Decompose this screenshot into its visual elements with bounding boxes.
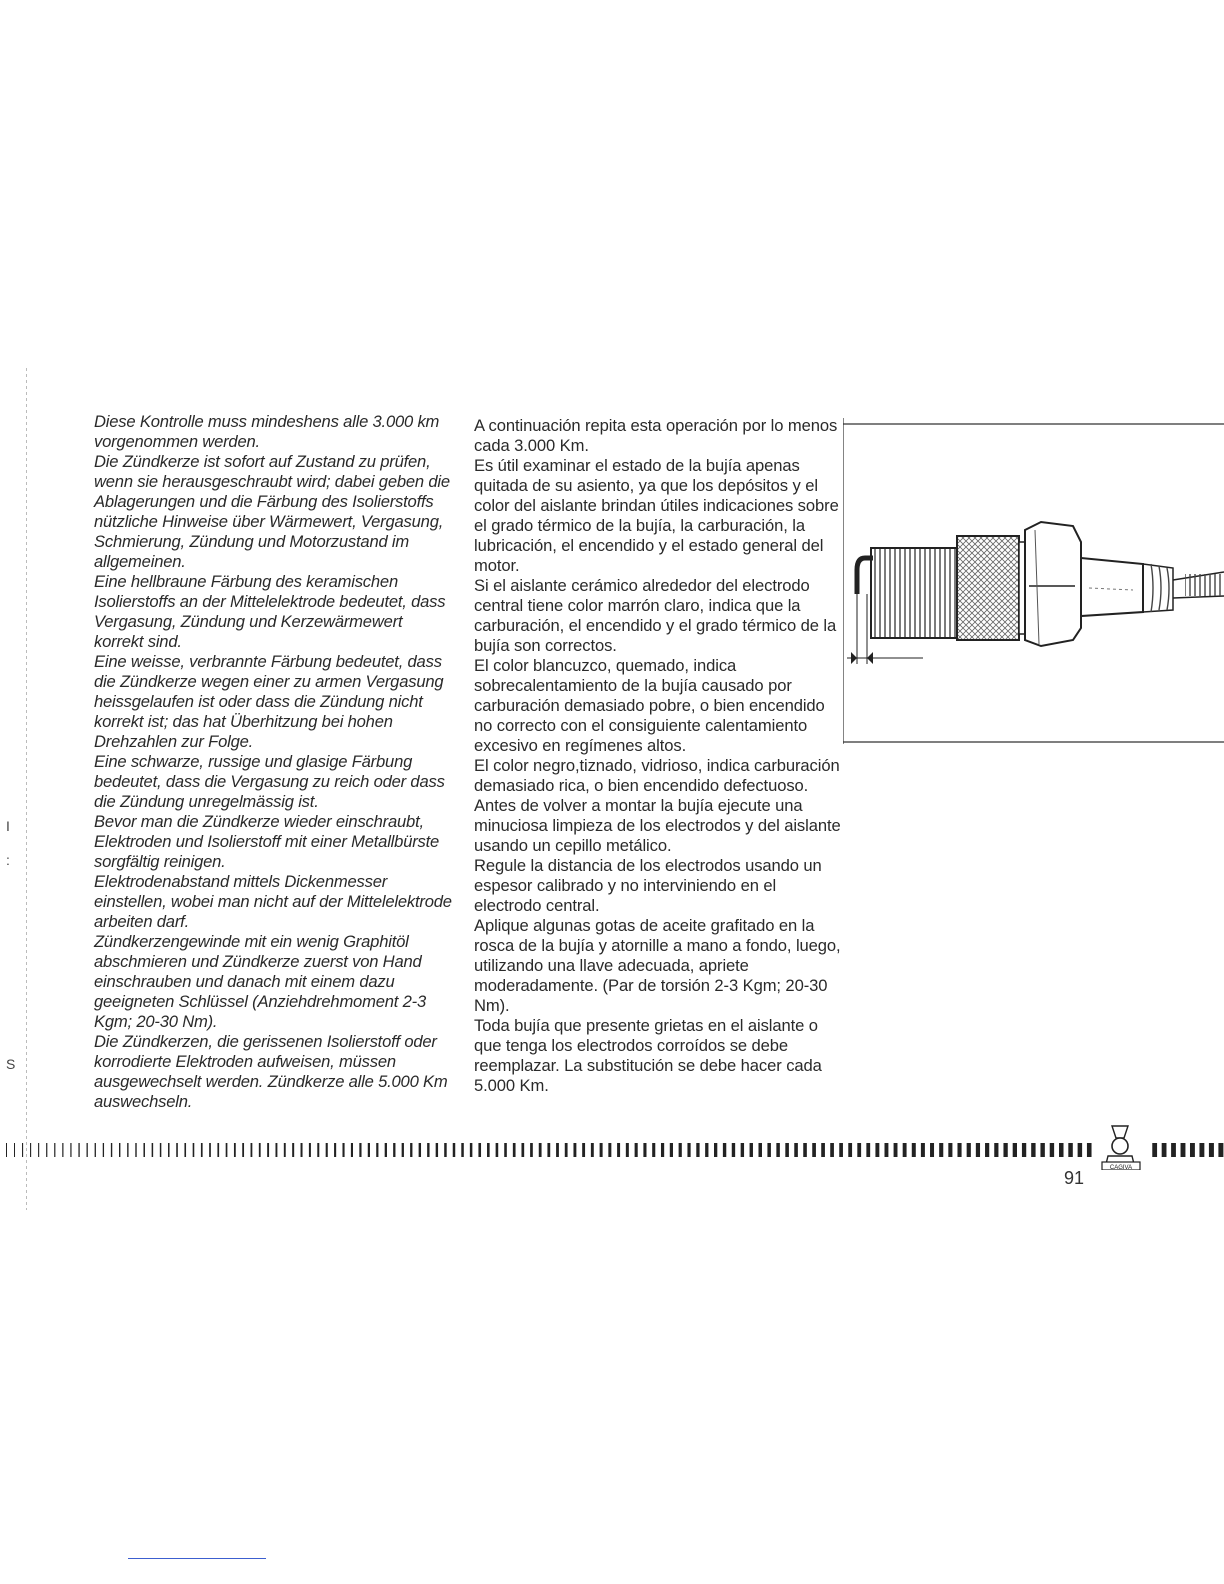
tick-mark (894, 1143, 898, 1157)
tick-mark (741, 1143, 744, 1157)
tick-mark (317, 1143, 319, 1157)
german-paragraph: Zündkerzengewinde mit ein wenig Graphitöl abschmieren und Zündkerze zuerst von Hand einschrauben und danach mit einem dazu geeigneten Schlüssel (Anziehdrehmoment 2-3 Kgm; 20-30 Nm). (94, 932, 426, 1031)
tick-mark (504, 1143, 507, 1157)
tick-mark (1031, 1143, 1035, 1157)
tick-mark (376, 1143, 378, 1157)
tick-mark (342, 1143, 344, 1157)
margin-mark-2: : (6, 852, 10, 868)
tick-mark (22, 1143, 23, 1157)
tick-mark (705, 1143, 708, 1157)
tick-mark (1050, 1143, 1054, 1157)
tick-mark (242, 1143, 244, 1157)
tick-mark (226, 1143, 228, 1157)
blue-underline (128, 1558, 266, 1559)
tick-mark (617, 1143, 620, 1157)
tick-mark (626, 1143, 629, 1157)
tick-mark (127, 1143, 128, 1157)
tick-mark (234, 1143, 236, 1157)
tick-mark (1199, 1143, 1204, 1157)
tick-mark (521, 1143, 524, 1157)
tick-mark (591, 1143, 594, 1157)
page-number: 91 (1064, 1168, 1085, 1188)
tick-mark (985, 1143, 989, 1157)
tick-mark (385, 1143, 387, 1157)
margin-mark-1: I (6, 818, 10, 834)
tick-mark (402, 1143, 404, 1157)
tick-mark (1181, 1143, 1186, 1157)
tick-mark (903, 1143, 907, 1157)
tick-mark (470, 1143, 473, 1157)
tick-mark (848, 1143, 852, 1157)
tick-mark (103, 1143, 104, 1157)
tick-mark (135, 1143, 136, 1157)
tick-mark (368, 1143, 370, 1157)
tick-mark (732, 1143, 735, 1157)
tick-mark (767, 1143, 771, 1157)
tick-mark (750, 1143, 753, 1157)
tick-mark (410, 1143, 412, 1157)
tick-mark (670, 1143, 673, 1157)
tick-mark (217, 1143, 219, 1157)
tick-mark (95, 1143, 96, 1157)
tick-mark (1068, 1143, 1073, 1157)
tick-mark (478, 1143, 481, 1157)
german-paragraph: Eine weisse, verbrannte Färbung bedeutet, dass die Zündkerze wegen einer zu armen Vergasung heissgelaufen ist oder dass die Zündung nicht korrekt ist; das hat Überhitzung bei hohen Drehzahlen zur Folge. (94, 652, 444, 751)
tick-mark (866, 1143, 870, 1157)
tick-mark (1171, 1143, 1176, 1157)
tick-mark (939, 1143, 943, 1157)
spanish-paragraph: Si el aislante cerámico alrededor del electrodo central tiene color marrón claro, indica que la carburación, el encendido y el grado térmico de la bujía son correctos. (474, 576, 837, 655)
tick-mark (209, 1143, 211, 1157)
tick-mark (70, 1143, 71, 1157)
tick-mark (696, 1143, 699, 1157)
spanish-paragraph: Toda bujía que presente grietas en el aislante o que tenga los electrodos corroídos se debe reemplazar. La substitución se debe hacer cada 5.000 Km. (474, 1016, 822, 1095)
german-text-column (94, 412, 456, 1112)
tick-mark (38, 1143, 39, 1157)
tick-mark (119, 1143, 120, 1157)
tick-mark (921, 1143, 925, 1157)
tick-mark (794, 1143, 798, 1157)
tick-mark (46, 1143, 47, 1157)
tick-mark (994, 1143, 998, 1157)
tick-mark (652, 1143, 655, 1157)
tick-mark (1022, 1143, 1026, 1157)
tick-mark (275, 1143, 277, 1157)
tick-mark (758, 1143, 762, 1157)
spark-plug-illustration (843, 418, 1224, 744)
tick-mark (556, 1143, 559, 1157)
tick-mark (687, 1143, 690, 1157)
spanish-text-column (474, 416, 842, 1096)
tick-mark (444, 1143, 447, 1157)
tick-mark (152, 1143, 154, 1157)
tick-mark (487, 1143, 490, 1157)
tick-mark (251, 1143, 253, 1157)
tick-mark (284, 1143, 286, 1157)
tick-mark (930, 1143, 934, 1157)
tick-mark (582, 1143, 585, 1157)
tick-mark (1152, 1143, 1157, 1157)
spanish-paragraph: A continuación repita esta operación por lo menos cada 3.000 Km. (474, 416, 838, 455)
tick-mark (967, 1143, 971, 1157)
spanish-paragraph: Es útil examinar el estado de la bujía apenas quitada de su asiento, ya que los depósitos y el color del aislante brindan útiles indicaciones sobre el grado térmico de la bujía, la carburación, la lubricación, el encendido y el estado general del motor. (474, 456, 839, 575)
spanish-paragraph: Aplique algunas gotas de aceite grafitado en la rosca de la bujía y atornille a mano a fondo, luego, utilizando una llave adecuada, apriete moderadamente. (Par de torsión 2-3 Kgm; 20-30 Nm). (474, 916, 841, 1015)
tick-mark (6, 1143, 7, 1157)
tick-mark (679, 1143, 682, 1157)
tick-mark (857, 1143, 861, 1157)
tick-mark (87, 1143, 88, 1157)
cagiva-mascot-logo (1094, 1122, 1146, 1170)
tick-mark (30, 1143, 31, 1157)
tick-mark (600, 1143, 603, 1157)
tick-mark (461, 1143, 464, 1157)
tick-mark (193, 1143, 195, 1157)
tick-mark (14, 1143, 15, 1157)
spark-plug-figure (843, 418, 1224, 744)
tick-mark (1013, 1143, 1017, 1157)
tick-mark (176, 1143, 178, 1157)
tick-mark (351, 1143, 353, 1157)
logo-text: CAGIVA (1109, 1165, 1133, 1170)
tick-mark (259, 1143, 261, 1157)
tick-mark (168, 1143, 170, 1157)
tick-mark (301, 1143, 303, 1157)
tick-mark (839, 1143, 843, 1157)
tick-mark (530, 1143, 533, 1157)
margin-mark-3: S (6, 1056, 16, 1072)
german-paragraph: Eine hellbraune Färbung des keramischen Isolierstoffs an der Mittelelektrode bedeutet, dass Vergasung, Zündung und Kerzewärmewert korrekt sind. (94, 572, 446, 651)
spanish-paragraph: El color blancuzco, quemado, indica sobrecalentamiento de la bujía causado por carburación demasiado pobre, o bien encendido no correcto con el consiguiente calentamiento excesivo en regímenes altos. (474, 656, 825, 755)
tick-mark (427, 1143, 429, 1157)
tick-mark (884, 1143, 888, 1157)
tick-mark (1218, 1143, 1223, 1157)
tick-mark (496, 1143, 499, 1157)
tick-mark (1003, 1143, 1007, 1157)
tick-mark (547, 1143, 550, 1157)
tick-mark (1162, 1143, 1167, 1157)
tick-mark (1040, 1143, 1044, 1157)
tick-mark (785, 1143, 789, 1157)
tick-mark (1087, 1143, 1092, 1157)
tick-mark (643, 1143, 646, 1157)
tick-mark (201, 1143, 203, 1157)
tick-mark (309, 1143, 311, 1157)
tick-mark (948, 1143, 952, 1157)
tick-ruler-bar (0, 1138, 1224, 1162)
german-paragraph: Die Zündkerzen, die gerissenen Isolierstoff oder korrodierte Elektroden aufweisen, müssen ausgewechselt werden. Zündkerze alle 5.000 Km auswechseln. (94, 1032, 448, 1111)
spanish-paragraph: Regule la distancia de los electrodos usando un espesor calibrado y no interviniendo en el electrodo central. (474, 856, 822, 915)
tick-mark (976, 1143, 980, 1157)
german-paragraph: Die Zündkerze ist sofort auf Zustand zu prüfen, wenn sie herausgeschraubt wird; dabei geben die Ablagerungen und die Färbung des Isolierstoffs nützliche Hinweise über Wärmewert, Vergasung, Schmierung, Zündung und Motorzustand im allgemeinen. (94, 452, 450, 571)
tick-mark (453, 1143, 456, 1157)
binding-margin-line (26, 368, 27, 1210)
tick-mark (267, 1143, 269, 1157)
tick-mark (1059, 1143, 1064, 1157)
tick-mark (1190, 1143, 1195, 1157)
tick-mark (912, 1143, 916, 1157)
tick-mark (635, 1143, 638, 1157)
tick-mark (334, 1143, 336, 1157)
tick-mark (1209, 1143, 1214, 1157)
tick-mark (821, 1143, 825, 1157)
tick-mark (78, 1143, 79, 1157)
tick-mark (830, 1143, 834, 1157)
tick-mark (875, 1143, 879, 1157)
tick-mark (1078, 1143, 1083, 1157)
tick-mark (513, 1143, 516, 1157)
spanish-paragraph: Antes de volver a montar la bujía ejecute una minuciosa limpieza de los electrodos y del aislante usando un cepillo metálico. (474, 796, 841, 855)
tick-mark (608, 1143, 611, 1157)
tick-mark (714, 1143, 717, 1157)
german-paragraph: Diese Kontrolle muss mindeshens alle 3.000 km vorgenommen werden. (94, 412, 440, 451)
tick-mark (62, 1143, 63, 1157)
tick-mark (393, 1143, 395, 1157)
tick-mark (184, 1143, 186, 1157)
tick-mark (957, 1143, 961, 1157)
tick-mark (812, 1143, 816, 1157)
german-paragraph: Eine schwarze, russige und glasige Färbung bedeutet, dass die Vergasung zu reich oder dass die Zündung unregelmässig ist. (94, 752, 445, 811)
tick-mark (573, 1143, 576, 1157)
tick-mark (111, 1143, 112, 1157)
tick-mark (803, 1143, 807, 1157)
tick-mark (54, 1143, 55, 1157)
tick-mark (160, 1143, 162, 1157)
tick-mark (661, 1143, 664, 1157)
tick-mark (539, 1143, 542, 1157)
spanish-paragraph: El color negro,tiznado, vidrioso, indica carburación demasiado rica, o bien encendido defectuoso. (474, 756, 840, 795)
tick-mark (292, 1143, 294, 1157)
tick-marks (6, 1143, 1223, 1157)
tick-mark (419, 1143, 421, 1157)
german-paragraph: Elektrodenabstand mittels Dickenmesser einstellen, wobei man nicht auf der Mittelelektrode arbeiten darf. (94, 872, 452, 931)
tick-mark (723, 1143, 726, 1157)
tick-mark (436, 1143, 438, 1157)
tick-mark (143, 1143, 145, 1157)
tick-mark (326, 1143, 328, 1157)
tick-mark (359, 1143, 361, 1157)
tick-mark (565, 1143, 568, 1157)
german-paragraph: Bevor man die Zündkerze wieder einschraubt, Elektroden und Isolierstoff mit einer Metallbürste sorgfältig reinigen. (94, 812, 440, 871)
tick-mark (776, 1143, 780, 1157)
